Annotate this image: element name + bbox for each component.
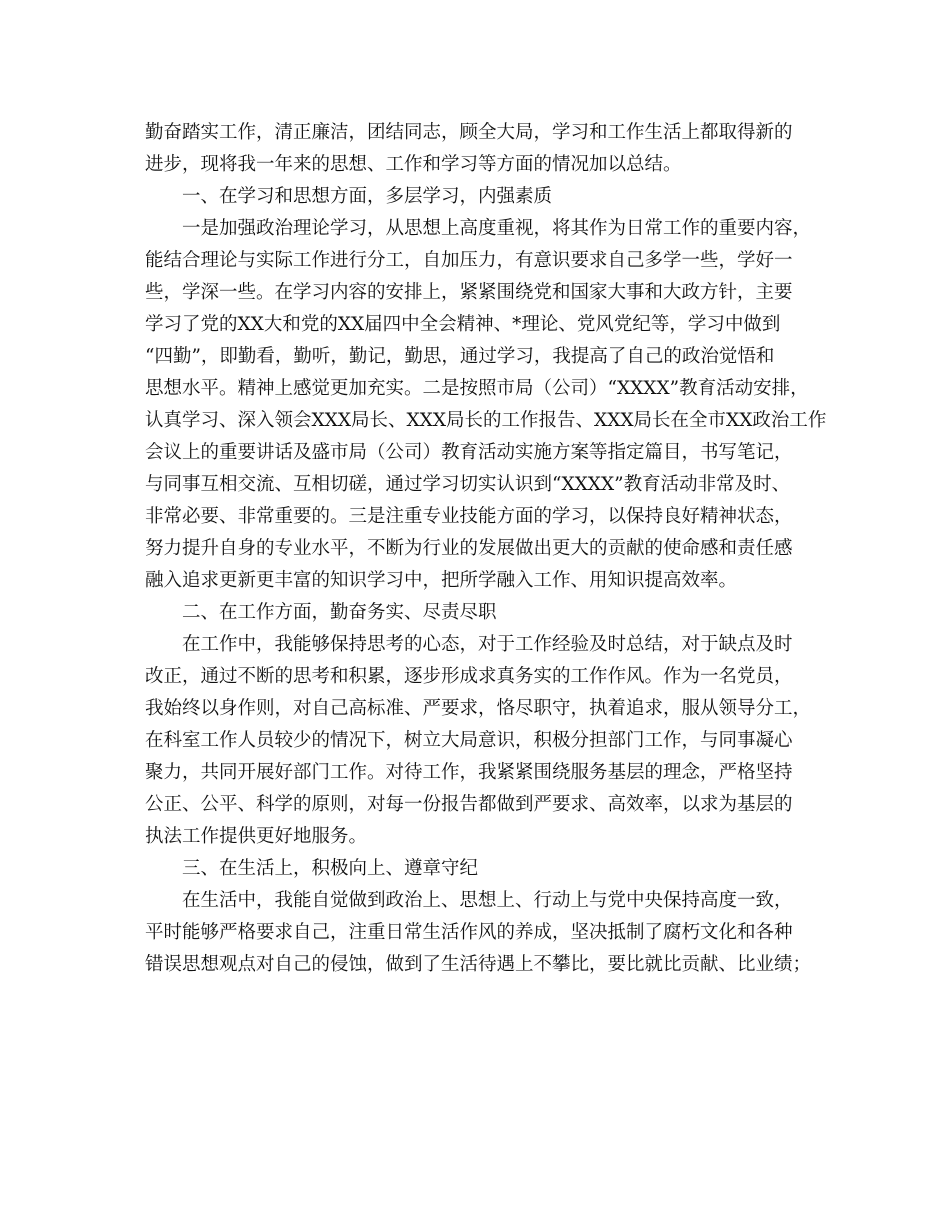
text-line: 平时能够严格要求自己，注重日常生活作风的养成，坚决抵制了腐朽文化和各种 [145, 922, 793, 943]
section-heading: 二、在工作方面，勤奋务实、尽责尽职 [145, 602, 497, 623]
text-line: 一是加强政治理论学习，从思想上高度重视，将其作为日常工作的重要内容， [145, 218, 812, 239]
text-line: 公正、公平、科学的原则，对每一份报告都做到严要求、高效率，以求为基层的 [145, 794, 793, 815]
text-line: 些，学深一些。在学习内容的安排上，紧紧围绕党和国家大事和大政方针，主要 [145, 282, 793, 303]
text-line: 非常必要、非常重要的。三是注重专业技能方面的学习，以保持良好精神状态， [145, 506, 793, 527]
text-line: 努力提升自身的专业水平，不断为行业的发展做出更大的贡献的使命感和责任感 [145, 538, 793, 559]
text-line: 在科室工作人员较少的情况下，树立大局意识，积极分担部门工作，与同事凝心 [145, 730, 793, 751]
text-line: 能结合理论与实际工作进行分工，自加压力，有意识要求自己多学一些，学好一 [145, 250, 793, 271]
text-line: 会议上的重要讲话及盛市局（公司）教育活动实施方案等指定篇目，书写笔记， [145, 442, 793, 463]
text-line: 执法工作提供更好地服务。 [145, 826, 368, 847]
text-line: 我始终以身作则，对自己高标准、严要求，恪尽职守，执着追求，服从领导分工， [145, 698, 812, 719]
text-line: “四勤”，即勤看，勤听，勤记，勤思，通过学习，我提高了自己的政治觉悟和 [145, 346, 775, 367]
text-line: 聚力，共同开展好部门工作。对待工作，我紧紧围绕服务基层的理念，严格坚持 [145, 762, 793, 783]
section-heading: 一、在学习和思想方面，多层学习，内强素质 [145, 186, 553, 207]
text-line: 改正，通过不断的思考和积累，逐步形成求真务实的工作作风。作为一名党员， [145, 666, 793, 687]
document-body [145, 117, 827, 981]
section-heading: 三、在生活上，积极向上、遵章守纪 [145, 858, 479, 879]
text-line: 融入追求更新更丰富的知识学习中，把所学融入工作、用知识提高效率。 [145, 570, 738, 591]
text-line: 在工作中，我能够保持思考的心态，对于工作经验及时总结，对于缺点及时 [145, 634, 793, 655]
text-line: 在生活中，我能自觉做到政治上、思想上、行动上与党中央保持高度一致， [145, 890, 793, 911]
text-line: 学习了党的XX大和党的XX届四中全会精神、*理论、党风党纪等，学习中做到 [145, 314, 781, 335]
text-line: 勤奋踏实工作，清正廉洁，团结同志，顾全大局，学习和工作生活上都取得新的 [145, 122, 793, 143]
text-line: 思想水平。精神上感觉更加充实。二是按照市局（公司）“XXXX”教育活动安排， [145, 378, 809, 399]
text-line: 进步，现将我一年来的思想、工作和学习等方面的情况加以总结。 [145, 154, 682, 175]
text-line: 错误思想观点对自己的侵蚀，做到了生活待遇上不攀比，要比就比贡献、比业绩； [145, 954, 812, 975]
text-line: 认真学习、深入领会XXX局长、XXX局长的工作报告、XXX局长在全市XX政治工作 [145, 410, 827, 431]
text-line: 与同事互相交流、互相切磋，通过学习切实认识到“XXXX”教育活动非常及时、 [145, 474, 791, 495]
